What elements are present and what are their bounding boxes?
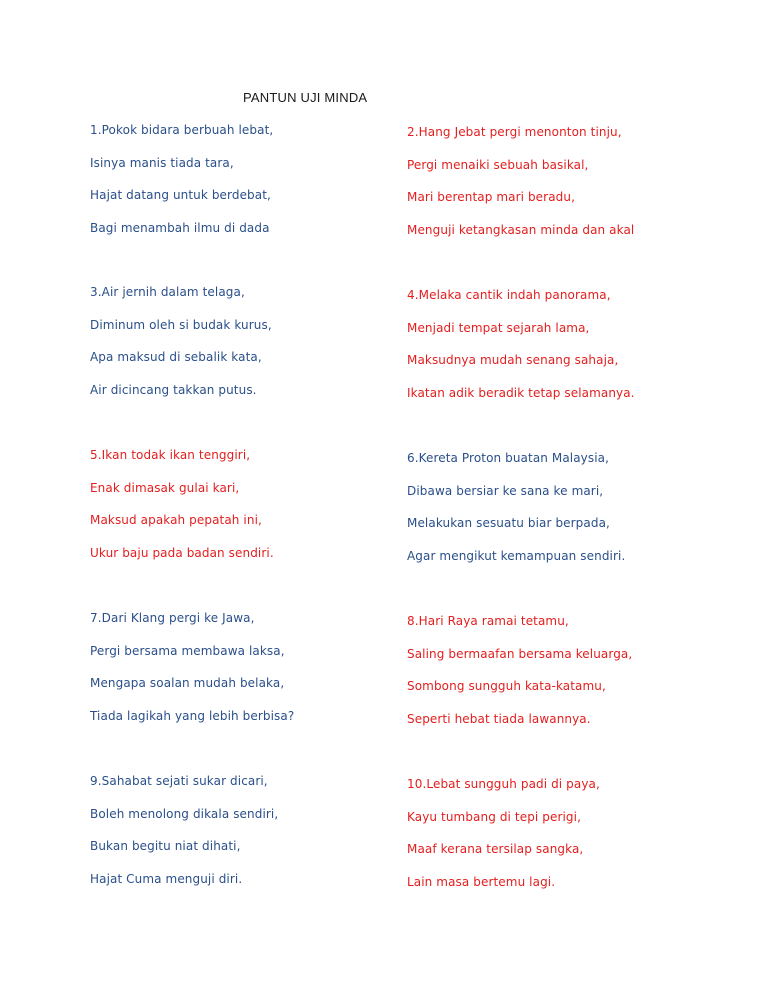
pantun-line: Mengapa soalan mudah belaka, (90, 676, 285, 690)
pantun-line: Lain masa bertemu lagi. (407, 874, 556, 889)
pantun-stanza-7 (90, 610, 420, 724)
pantun-line: 9.Sahabat sejati sukar dicari, (90, 774, 268, 788)
pantun-line: Agar mengikut kemampuan sendiri. (407, 548, 626, 563)
pantun-line: Menguji ketangkasan minda dan akal (407, 222, 635, 237)
pantun-line: 10.Lebat sungguh padi di paya, (407, 777, 600, 791)
pantun-line: Diminum oleh si budak kurus, (90, 317, 272, 332)
pantun-stanza-4 (407, 287, 737, 401)
pantun-line: Air dicincang takkan putus. (90, 382, 257, 397)
pantun-line: Dibawa bersiar ke sana ke mari, (407, 483, 604, 498)
pantun-line: Ikatan adik beradik tetap selamanya. (407, 385, 635, 400)
pantun-line: Sombong sungguh kata-katamu, (407, 679, 606, 693)
pantun-line: 5.Ikan todak ikan tenggiri, (90, 448, 251, 462)
pantun-line: Maksudnya mudah senang sahaja, (407, 353, 619, 367)
document-title: PANTUN UJI MINDA (243, 90, 368, 105)
pantun-line: Apa maksud di sebalik kata, (90, 350, 262, 364)
pantun-line: 2.Hang Jebat pergi menonton tinju, (407, 125, 622, 139)
pantun-stanza-5 (90, 447, 420, 561)
pantun-line: Melakukan sesuatu biar berpada, (407, 516, 610, 530)
pantun-line: 6.Kereta Proton buatan Malaysia, (407, 451, 610, 465)
pantun-stanza-1 (90, 122, 420, 236)
pantun-line: Bagi menambah ilmu di dada (90, 220, 270, 235)
pantun-stanza-8 (407, 613, 737, 727)
pantun-line: Saling bermaafan bersama keluarga, (407, 646, 633, 661)
pantun-line: 8.Hari Raya ramai tetamu, (407, 614, 569, 628)
pantun-line: 7.Dari Klang pergi ke Jawa, (90, 611, 255, 625)
pantun-line: Tiada lagikah yang lebih berbisa? (90, 708, 295, 723)
pantun-stanza-3 (90, 284, 420, 398)
pantun-line: Menjadi tempat sejarah lama, (407, 320, 590, 335)
pantun-stanza-6 (407, 450, 737, 564)
pantun-line: Hajat Cuma menguji diri. (90, 871, 243, 886)
pantun-line: Pergi menaiki sebuah basikal, (407, 157, 589, 172)
pantun-line: Ukur baju pada badan sendiri. (90, 545, 274, 560)
pantun-line: Enak dimasak gulai kari, (90, 480, 240, 495)
pantun-line: Seperti hebat tiada lawannya. (407, 711, 591, 726)
pantun-line: Pergi bersama membawa laksa, (90, 643, 285, 658)
pantun-line: Maaf kerana tersilap sangka, (407, 842, 584, 856)
pantun-line: Bukan begitu niat dihati, (90, 839, 241, 853)
pantun-line: 3.Air jernih dalam telaga, (90, 285, 245, 299)
pantun-line: Kayu tumbang di tepi perigi, (407, 809, 581, 824)
pantun-line: 4.Melaka cantik indah panorama, (407, 288, 611, 302)
pantun-line: Isinya manis tiada tara, (90, 155, 234, 170)
pantun-line: Hajat datang untuk berdebat, (90, 188, 271, 202)
pantun-line: Mari berentap mari beradu, (407, 190, 575, 204)
pantun-line: Maksud apakah pepatah ini, (90, 513, 262, 527)
pantun-stanza-9 (90, 773, 420, 887)
pantun-stanza-10 (407, 776, 737, 890)
pantun-line: Boleh menolong dikala sendiri, (90, 806, 279, 821)
pantun-line: 1.Pokok bidara berbuah lebat, (90, 123, 274, 137)
pantun-stanza-2 (407, 124, 737, 238)
